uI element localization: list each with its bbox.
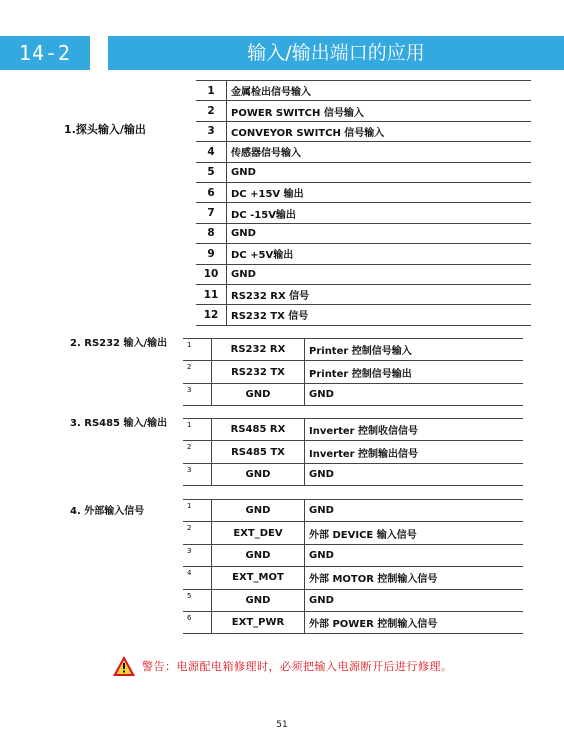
signal-description: GND [305, 463, 524, 485]
pin-description: GND [227, 162, 532, 182]
signal-name: EXT_DEV [212, 522, 305, 544]
table-row [196, 182, 531, 202]
table-row [183, 361, 523, 383]
signal-name: EXT_MOT [212, 567, 305, 589]
pin-number: 1 [183, 339, 212, 361]
warning-note [112, 655, 453, 677]
table-row [183, 383, 523, 405]
table-row [196, 142, 531, 162]
table-row [196, 244, 531, 264]
table-row [196, 101, 531, 121]
pin-number: 2 [196, 101, 227, 121]
pin-number: 1 [183, 500, 212, 522]
pin-description: POWER SWITCH 信号输入 [227, 101, 532, 121]
table-row [196, 121, 531, 141]
pin-number: 6 [196, 182, 227, 202]
probe-io-table [196, 80, 531, 326]
table-row [183, 339, 523, 361]
signal-description: 外部 MOTOR 控制输入信号 [305, 567, 524, 589]
signal-name: GND [212, 589, 305, 611]
table-row [183, 463, 523, 485]
rs232-table [183, 338, 523, 406]
pin-description: CONVEYOR SWITCH 信号输入 [227, 121, 532, 141]
table-row [183, 544, 523, 566]
pin-number: 4 [196, 142, 227, 162]
signal-name: GND [212, 500, 305, 522]
table-row [183, 419, 523, 441]
signal-name: RS485 RX [212, 419, 305, 441]
pin-description: RS232 RX 信号 [227, 284, 532, 304]
section-label-rs232: 2. RS232 输入/输出 [70, 338, 168, 349]
pin-number: 1 [196, 81, 227, 101]
table-row [183, 611, 523, 633]
pin-number: 2 [183, 441, 212, 463]
pin-number: 1 [183, 419, 212, 441]
pin-description: RS232 TX 信号 [227, 305, 532, 325]
pin-number: 3 [196, 121, 227, 141]
pin-number: 3 [183, 383, 212, 405]
pin-number: 3 [183, 544, 212, 566]
table-row [196, 81, 531, 101]
signal-description: Inverter 控制输出信号 [305, 441, 524, 463]
pin-description: 传感器信号输入 [227, 142, 532, 162]
signal-name: RS485 TX [212, 441, 305, 463]
pin-number: 7 [196, 203, 227, 223]
pin-number: 3 [183, 463, 212, 485]
table-row [196, 162, 531, 182]
signal-description: GND [305, 383, 524, 405]
section-label-external: 4. 外部输入信号 [70, 506, 145, 517]
table-row [196, 284, 531, 304]
section-label-probe: 1.探头输入/输出 [64, 123, 146, 136]
external-input-table [183, 499, 523, 634]
section-number: 14-2 [0, 36, 90, 70]
warning-text: 警告：电源配电箱修理时，必须把输入电源断开后进行修理。 [142, 660, 453, 673]
pin-description: DC -15V输出 [227, 203, 532, 223]
pin-number: 10 [196, 264, 227, 284]
table-row [183, 567, 523, 589]
rs485-table [183, 418, 523, 486]
pin-number: 8 [196, 223, 227, 243]
signal-description: 外部 POWER 控制输入信号 [305, 611, 524, 633]
warning-triangle-icon [112, 655, 136, 677]
table-row [196, 305, 531, 325]
pin-number: 5 [196, 162, 227, 182]
table-row [196, 264, 531, 284]
pin-number: 5 [183, 589, 212, 611]
table-row [183, 500, 523, 522]
signal-description: Inverter 控制收信信号 [305, 419, 524, 441]
signal-name: GND [212, 463, 305, 485]
pin-number: 9 [196, 244, 227, 264]
pin-number: 11 [196, 284, 227, 304]
page-title: 输入/输出端口的应用 [108, 36, 564, 70]
signal-description: Printer 控制信号输入 [305, 339, 524, 361]
pin-description: GND [227, 264, 532, 284]
pin-description: 金属检出信号输入 [227, 81, 532, 101]
signal-name: GND [212, 383, 305, 405]
section-label-rs485: 3. RS485 输入/输出 [70, 418, 168, 429]
pin-number: 2 [183, 522, 212, 544]
pin-number: 12 [196, 305, 227, 325]
table-row [183, 522, 523, 544]
page-number: 51 [276, 720, 288, 730]
signal-name: RS232 TX [212, 361, 305, 383]
signal-description: GND [305, 500, 524, 522]
pin-description: GND [227, 223, 532, 243]
table-row [196, 223, 531, 243]
pin-number: 4 [183, 567, 212, 589]
pin-number: 6 [183, 611, 212, 633]
signal-name: RS232 RX [212, 339, 305, 361]
signal-name: EXT_PWR [212, 611, 305, 633]
signal-description: 外部 DEVICE 输入信号 [305, 522, 524, 544]
signal-description: GND [305, 589, 524, 611]
pin-number: 2 [183, 361, 212, 383]
table-row [183, 589, 523, 611]
table-row [183, 441, 523, 463]
signal-description: GND [305, 544, 524, 566]
pin-description: DC +5V输出 [227, 244, 532, 264]
table-row [196, 203, 531, 223]
signal-description: Printer 控制信号输出 [305, 361, 524, 383]
pin-description: DC +15V 输出 [227, 182, 532, 202]
signal-name: GND [212, 544, 305, 566]
